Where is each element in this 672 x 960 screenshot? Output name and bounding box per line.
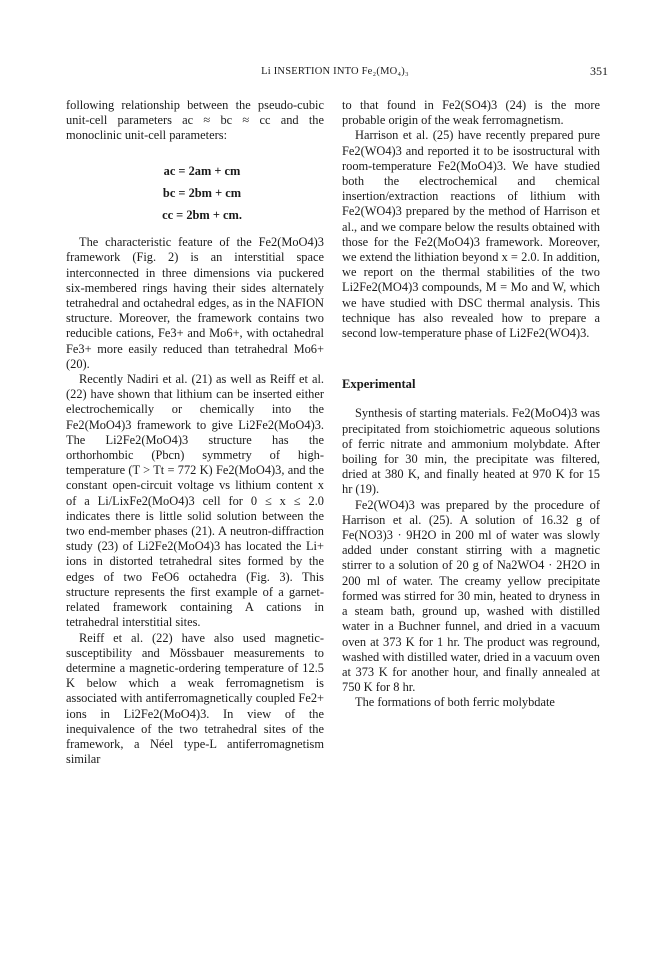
- synthesis-paragraph: Synthesis of starting materials. Fe2(MoO4)3 was precipitated from stoichiometric aqueous solutions of ferric nitrate and ammonium molybdate. After boiling for 30 min, the precipitate was filtered, dried at 380 K, and finally heated at 970 K for 15 hr (19).: [342, 406, 600, 497]
- nadiri-paragraph: Recently Nadiri et al. (21) as well as Reiff et al. (22) have shown that lithium can be inserted either electrochemically or chemically into the Fe2(MoO4)3 framework to give Li2Fe2(MoO4)3. The Li2Fe2(MoO4)3 structure has the orthorhombic (Pbcn) symmetry of high-temperature (T > Tt = 772 K) Fe2(MoO4)3, and the constant open-circuit voltage vs lithium content x of a Li/LixFe2(MoO4)3 cell for 0 ≤ x ≤ 2.0 indicates there is little solid solution between the two end-member phases (21). A neutron-diffraction study (23) of Li2Fe2(MoO4)3 has located the Li+ ions in distorted tetrahedral sites formed by the edges of two FeO6 octahedra (Fig. 3). This structure represents the first example of a garnet-related framework containing A cations in tetrahedral interstitial sites.: [66, 372, 324, 630]
- framework-paragraph: The characteristic feature of the Fe2(MoO4)3 framework (Fig. 2) is an interstitial space interconnected in three dimensions via puckered six-membered rings having their sides alternately tetrahedral and octahedral edges, as in the NAFION structure. Moreover, the framework contains two reducible cations, Fe3+ and Mo6+, with octahedral Fe3+ more easily reduced than tetrahedral Mo6+ (20).: [66, 235, 324, 371]
- page-number: 351: [590, 64, 608, 78]
- equation-a: ac = 2am + cm: [163, 163, 241, 178]
- page-header: [62, 64, 608, 80]
- running-head: Li INSERTION INTO Fe₂(MO₄)₃: [261, 66, 409, 77]
- equation-block: [66, 164, 324, 224]
- tungstate-paragraph: Fe2(WO4)3 was prepared by the procedure of Harrison et al. (25). A solution of 16.32 g of Fe(NO3)3 · 9H2O in 200 ml of water was slowly added under constant stirring with a magnetic stirrer to a solution of 20 g of Na2WO4 · 2H2O in 200 ml of water. The creamy yellow precipitate formed was stirred for 30 min, heated to dryness in a steam bath, ground up, washed with distilled water in a Buchner funnel, and dried in a vacuum oven at 373 K for 1 hr. The product was reground, washed with distilled water, dried in a vacuum oven at 373 K for another hour, and finally annealed at 750 K for 8 hr.: [342, 497, 600, 695]
- reiff-paragraph: Reiff et al. (22) have also used magnetic-susceptibility and Mössbauer measurements to determine a magnetic-ordering temperature of 12.5 K below which a weak ferromagnetism is associated with antiferromagnetically coupled Fe2+ ions in Li2Fe2(MoO4)3. In view of the inequivalence of the two tetrahedral sites of the framework, a Néel type-L antiferromagnetism similar: [66, 630, 324, 767]
- right-column: [342, 98, 600, 711]
- section-heading-experimental: Experimental: [342, 377, 416, 392]
- intro-paragraph: following relationship between the pseudo-cubic unit-cell parameters ac ≈ bc ≈ cc and the monoclinic unit-cell parameters:: [66, 98, 324, 143]
- left-column: [66, 98, 324, 767]
- equation-c: cc = 2bm + cm.: [162, 208, 242, 223]
- equation-b: bc = 2bm + cm: [162, 185, 242, 200]
- harrison-paragraph: Harrison et al. (25) have recently prepared pure Fe2(WO4)3 and reported it to be isostructural with room-temperature Fe2(MoO4)3. We have studied both the electrochemical and chemical insertion/extraction reactions of lithium with Fe2(WO4)3 prepared by the method of Harrison et al., and we compare below the results obtained with those for the Fe2(MoO4)3 framework. Moreover, we extend the lithiation beyond x = 2.0. In addition, we report on the thermal stabilities of the two Li2Fe2(MO4)3 compounds, M = Mo and W, which we have studied with DSC thermal analysis. This technique has also revealed how to prepare a second low-temperature phase of Li2Fe2(WO4)3.: [342, 128, 600, 341]
- closing-paragraph: The formations of both ferric molybdate: [355, 695, 555, 710]
- continuation-paragraph: to that found in Fe2(SO4)3 (24) is the more probable origin of the weak ferromagnetism.: [342, 98, 600, 128]
